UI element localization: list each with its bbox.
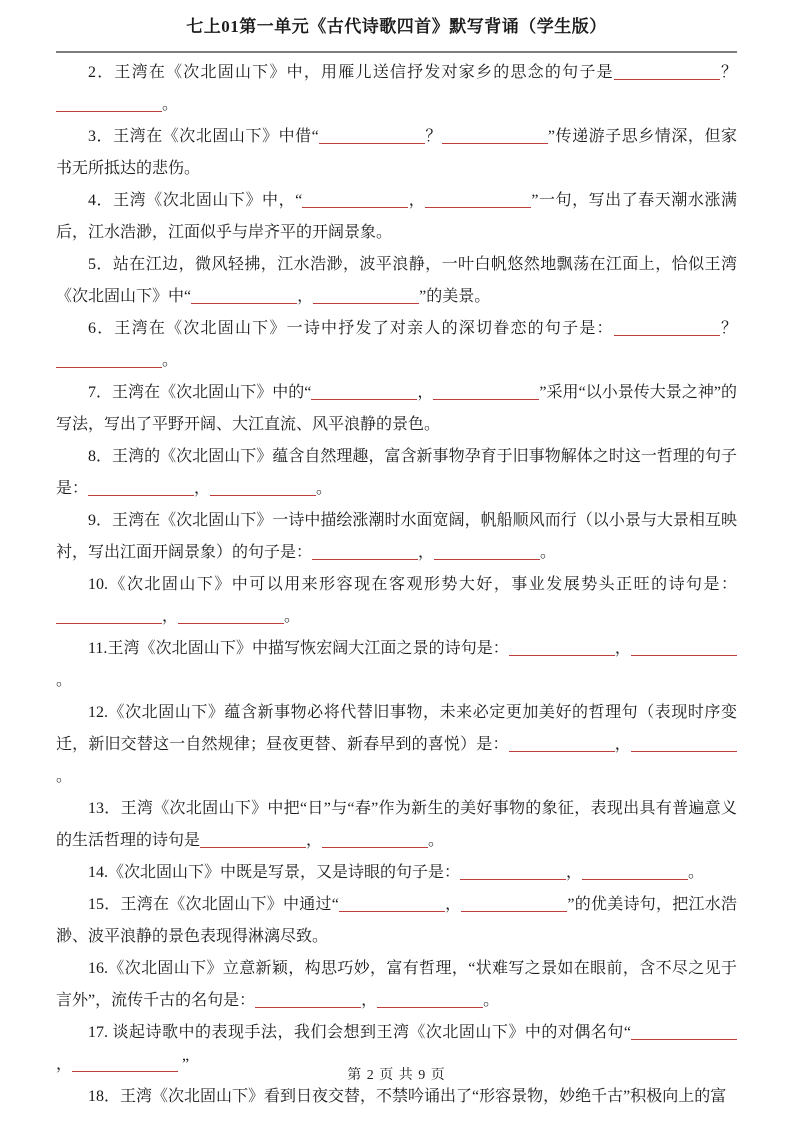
question-item-13: 13．王湾《次北固山下》中把“日”与“春”作为新生的美好事物的象征，表现出具有普遍意义的生活哲理的诗句是 ， 。 bbox=[56, 800, 737, 849]
answer-blank[interactable] bbox=[631, 1024, 737, 1040]
answer-blank[interactable] bbox=[311, 384, 417, 400]
question-item-14: 14.《次北固山下》中既是写景，又是诗眼的句子是： ， 。 bbox=[88, 864, 705, 881]
question-item-5: 5．站在江边，微风轻拂，江水浩渺，波平浪静，一叶白帆悠然地飘荡在江面上，恰似王湾《次北固山下》中“ ， ”的美景。 bbox=[56, 256, 737, 305]
question-item-4: 4．王湾《次北固山下》中，“ ， ”一句，写出了春天潮水涨满后，江水浩渺，江面似乎与岸齐平的开阔景象。 bbox=[56, 192, 737, 241]
answer-blank[interactable] bbox=[210, 480, 316, 496]
answer-blank[interactable] bbox=[433, 384, 539, 400]
answer-blank[interactable] bbox=[582, 864, 688, 880]
answer-blank[interactable] bbox=[461, 896, 567, 912]
question-item-3: 3．王湾在《次北固山下》中借“ ？ ”传递游子思乡情深，但家书无所抵达的悲伤。 bbox=[56, 128, 737, 177]
answer-blank[interactable] bbox=[614, 320, 720, 336]
question-item-11: 11.王湾《次北固山下》中描写恢宏阔大江面之景的诗句是： ，。 bbox=[56, 633, 737, 697]
answer-blank[interactable] bbox=[88, 480, 194, 496]
question-item-2: 2．王湾在《次北固山下》中，用雁儿送信抒发对家乡的思念的句子是 ？。 bbox=[56, 57, 737, 121]
question-item-8: 8．王湾的《次北固山下》蕴含自然理趣，富含新事物孕育于旧事物解体之时这一哲理的句子是： ， 。 bbox=[56, 448, 737, 497]
question-item-17: 17. 谈起诗歌中的表现手法，我们会想到王湾《次北固山下》中的对偶名句“， ” bbox=[56, 1017, 737, 1081]
answer-blank[interactable] bbox=[631, 736, 737, 752]
question-item-18: 18．王湾《次北固山下》看到日夜交替，不禁吟诵出了“形容景物，妙绝千古”积极向上的富 bbox=[88, 1088, 727, 1105]
answer-blank[interactable] bbox=[312, 544, 418, 560]
answer-blank[interactable] bbox=[302, 192, 408, 208]
question-list bbox=[56, 53, 737, 1113]
question-item-9: 9．王湾在《次北固山下》一诗中描绘涨潮时水面宽阔，帆船顺风而行（以小景与大景相互映衬，写出江面开阔景象）的句子是： ， 。 bbox=[56, 512, 737, 561]
answer-blank[interactable] bbox=[313, 288, 419, 304]
answer-blank[interactable] bbox=[322, 832, 428, 848]
answer-blank[interactable] bbox=[339, 896, 445, 912]
question-item-15: 15．王湾在《次北固山下》中通过“ ， ”的优美诗句，把江水浩渺、波平浪静的景色表现得淋漓尽致。 bbox=[56, 896, 737, 945]
answer-blank[interactable] bbox=[460, 864, 566, 880]
answer-blank[interactable] bbox=[509, 736, 615, 752]
question-item-10: 10.《次北固山下》中可以用来形容现在客观形势大好，事业发展势头正旺的诗句是：， 。 bbox=[56, 569, 737, 633]
answer-blank[interactable] bbox=[434, 544, 540, 560]
answer-blank[interactable] bbox=[377, 992, 483, 1008]
page-number-indicator: 第 2 页 共 9 页 bbox=[347, 1068, 446, 1083]
answer-blank[interactable] bbox=[191, 288, 297, 304]
page-content bbox=[56, 0, 737, 1113]
answer-blank[interactable] bbox=[614, 64, 720, 80]
answer-blank[interactable] bbox=[425, 192, 531, 208]
answer-blank[interactable] bbox=[56, 608, 162, 624]
question-item-12: 12.《次北固山下》蕴含新事物必将代替旧事物，未来必定更加美好的哲理句（表现时序变迁，新旧交替这一自然规律；昼夜更替、新春早到的喜悦）是： ，。 bbox=[56, 704, 737, 785]
answer-blank[interactable] bbox=[442, 128, 548, 144]
document-title: 七上01第一单元《古代诗歌四首》默写背诵（学生版） bbox=[56, 14, 737, 53]
answer-blank[interactable] bbox=[200, 832, 306, 848]
answer-blank[interactable] bbox=[56, 96, 162, 112]
answer-blank[interactable] bbox=[319, 128, 425, 144]
question-item-7: 7．王湾在《次北固山下》中的“ ， ”采用“以小景传大景之神”的写法，写出了平野开阔、大江直流、风平浪静的景色。 bbox=[56, 384, 737, 433]
answer-blank[interactable] bbox=[509, 640, 615, 656]
question-item-16: 16.《次北固山下》立意新颖，构思巧妙，富有哲理，“状难写之景如在眼前，含不尽之见于言外”，流传千古的名句是： ， 。 bbox=[56, 960, 737, 1009]
answer-blank[interactable] bbox=[255, 992, 361, 1008]
question-item-6: 6．王湾在《次北固山下》一诗中抒发了对亲人的深切眷恋的句子是： ？。 bbox=[56, 313, 737, 377]
answer-blank[interactable] bbox=[631, 640, 737, 656]
answer-blank[interactable] bbox=[56, 352, 162, 368]
answer-blank[interactable] bbox=[178, 608, 284, 624]
